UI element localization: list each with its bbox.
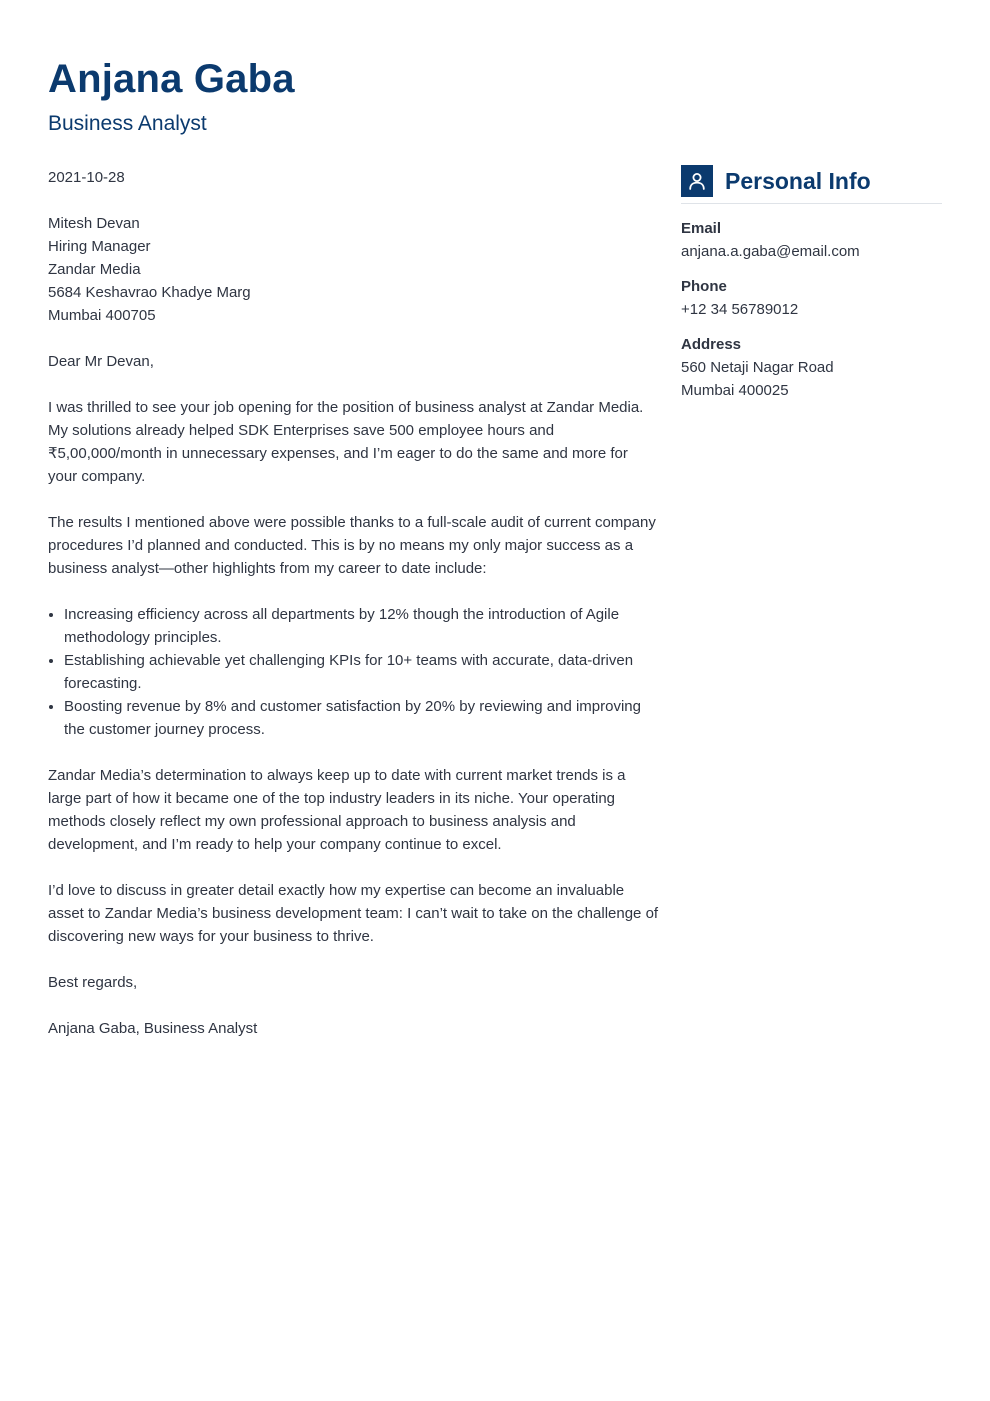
letter-date: 2021-10-28 [48, 169, 125, 186]
email-value: anjana.a.gaba@email.com [681, 243, 860, 260]
phone-label: Phone [681, 278, 727, 295]
email-item [681, 217, 942, 263]
paragraph-intro: I was thrilled to see your job opening for the position of business analyst at Zandar Media. My solutions already helped SDK Enterprises save 500 employee hours and ₹5,00,000/month in unnecessary expenses, and I’m eager to do the same and more for your company. [48, 399, 644, 485]
email-label: Email [681, 220, 722, 237]
paragraph-closing: I’d love to discuss in greater detail exactly how my expertise can become an invaluable asset to Zandar Media’s business development team: I can’t wait to take on the challenge of discovering new ways for your business to thrive. [48, 882, 659, 945]
recipient-position: Hiring Manager [48, 238, 151, 255]
address-label: Address [681, 336, 742, 353]
paragraph-results: The results I mentioned above were possible thanks to a full-scale audit of current company procedures I’d planned and conducted. This is by no means my only major success as a business analyst—other highlights from my career to date include: [48, 514, 656, 577]
personal-info-header [681, 165, 942, 204]
closing-phrase: Best regards, [48, 974, 138, 991]
personal-info-sidebar [681, 165, 942, 414]
recipient-block [48, 212, 660, 327]
applicant-name: Anjana Gaba [48, 57, 295, 101]
signature: Anjana Gaba, Business Analyst [48, 1020, 258, 1037]
highlight-item: • Boosting revenue by 8% and customer satisfaction by 20% by reviewing and improving the customer journey process. [64, 695, 660, 741]
salutation: Dear Mr Devan, [48, 353, 154, 370]
cover-letter-body [48, 166, 660, 1063]
address-line-1: 560 Netaji Nagar Road [681, 359, 834, 376]
paragraph-company-fit: Zandar Media’s determination to always keep up to date with current market trends is a large part of how it became one of the top industry leaders in its niche. Your operating methods closely reflect my own professional approach to business analysis and development, and I’m ready to help your company continue to excel. [48, 767, 626, 853]
address-item [681, 333, 942, 402]
phone-value: +12 34 56789012 [681, 301, 799, 318]
address-line-2: Mumbai 400025 [681, 382, 789, 399]
user-icon [681, 165, 713, 197]
applicant-job-title: Business Analyst [48, 112, 207, 135]
recipient-company: Zandar Media [48, 261, 141, 278]
highlight-item: • Increasing efficiency across all departments by 12% though the introduction of Agile methodology principles. [64, 603, 660, 649]
recipient-city: Mumbai 400705 [48, 307, 156, 324]
phone-item [681, 275, 942, 321]
personal-info-title: Personal Info [725, 168, 871, 194]
recipient-street: 5684 Keshavrao Khadye Marg [48, 284, 251, 301]
recipient-name: Mitesh Devan [48, 215, 140, 232]
highlight-item: • Establishing achievable yet challenging KPIs for 10+ teams with accurate, data-driven forecasting. [64, 649, 660, 695]
highlights-list [48, 603, 660, 741]
personal-info-list [681, 217, 942, 402]
